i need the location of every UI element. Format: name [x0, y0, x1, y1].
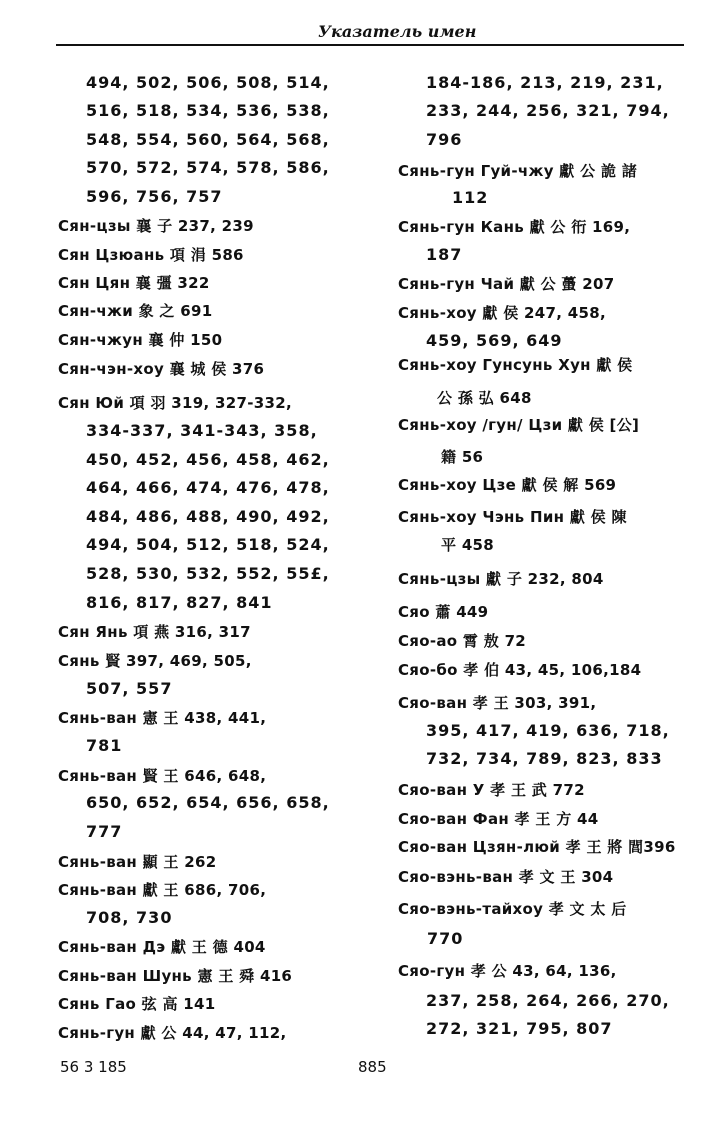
right_column-entry-line: 184-186, 213, 219, 231,: [426, 73, 664, 92]
left_column-entry-line: 650, 652, 654, 656, 658,: [86, 793, 330, 812]
right_column-entry-line: 233, 244, 256, 321, 794,: [426, 101, 670, 120]
right_column-entry-line: Сяо-вэнь-тайхоу 孝 文 太 后: [398, 900, 627, 918]
right_column-entry-line: Сянь-хоу Гунсунь Хун 獻 侯: [398, 356, 633, 374]
left_column-entry-line: 708, 730: [86, 908, 173, 927]
right_column-entry-line: 272, 321, 795, 807: [426, 1019, 613, 1038]
left_column-entry-line: Сянь 賢 397, 469, 505,: [58, 652, 252, 670]
left_column-entry-line: 570, 572, 574, 578, 586,: [86, 158, 330, 177]
left_column-entry-line: 516, 518, 534, 536, 538,: [86, 101, 330, 120]
left_column-entry-line: 781: [86, 736, 123, 755]
right_column-entry-line: 平 458: [441, 536, 495, 554]
right_column-entry-line: 732, 734, 789, 823, 833: [426, 749, 663, 768]
right_column-entry-line: 籍 56: [441, 448, 484, 466]
right_column-entry-line: Сянь-гун Чай 獻 公 蠆 207: [398, 275, 615, 293]
right_column-entry-line: Сяо-гун 孝 公 43, 64, 136,: [398, 962, 617, 980]
left_column-entry-line: 494, 504, 512, 518, 524,: [86, 535, 330, 554]
footer-code: 56 3 185: [60, 1058, 127, 1076]
right_column-entry-line: Сянь-гун Гуй-чжу 獻 公 詭 諸: [398, 162, 638, 180]
left_column-entry-line: 464, 466, 474, 476, 478,: [86, 478, 330, 497]
right_column-entry-line: 459, 569, 649: [426, 331, 563, 350]
left_column-entry-line: Сянь-ван Дэ 獻 王 德 404: [58, 938, 266, 956]
right_column-entry-line: Сяо-ван 孝 王 303, 391,: [398, 694, 597, 712]
right_column-entry-line: Сяо 蕭 449: [398, 603, 489, 621]
left_column-entry-line: 450, 452, 456, 458, 462,: [86, 450, 330, 469]
right_column-entry-line: 公 孫 弘 648: [437, 389, 532, 407]
left_column-entry-line: 494, 502, 506, 508, 514,: [86, 73, 330, 92]
left_column-entry-line: 528, 530, 532, 552, 55£,: [86, 564, 330, 583]
left_column-entry-line: Сян Юй 項 羽 319, 327-332,: [58, 394, 292, 412]
right_column-entry-line: Сянь-хоу 獻 侯 247, 458,: [398, 304, 606, 322]
left_column-entry-line: Сян-цзы 襄 子 237, 239: [58, 217, 254, 235]
left_column-entry-line: Сянь-ван 獻 王 686, 706,: [58, 881, 267, 899]
left_column-entry-line: Сянь-гун 獻 公 44, 47, 112,: [58, 1024, 287, 1042]
left_column-entry-line: 548, 554, 560, 564, 568,: [86, 130, 330, 149]
left_column-entry-line: Сян-чэн-хоу 襄 城 侯 376: [58, 360, 265, 378]
right_column-entry-line: Сянь-хоу Цзе 獻 侯 解 569: [398, 476, 617, 494]
left_column-entry-line: 777: [86, 822, 123, 841]
left_column-entry-line: 816, 817, 827, 841: [86, 593, 273, 612]
left_column-entry-line: 507, 557: [86, 679, 173, 698]
right_column-entry-line: Сянь-хоу Чэнь Пин 獻 侯 陳: [398, 508, 627, 526]
left_column-entry-line: 334-337, 341-343, 358,: [86, 421, 318, 440]
left_column-entry-line: Сян Цян 襄 彊 322: [58, 274, 210, 292]
right_column-entry-line: 187: [426, 245, 463, 264]
right_column-entry-line: Сяо-вэнь-ван 孝 文 王 304: [398, 868, 614, 886]
header-title: Указатель имен: [318, 22, 477, 41]
right_column-entry-line: 796: [426, 130, 463, 149]
left_column-entry-line: 484, 486, 488, 490, 492,: [86, 507, 330, 526]
right_column-entry-line: Сяо-ван Фан 孝 王 方 44: [398, 810, 599, 828]
right_column-entry-line: Сянь-гун Кань 獻 公 衎 169,: [398, 218, 631, 236]
left_column-entry-line: Сян-чжи 象 之 691: [58, 302, 213, 320]
header-rule: [56, 44, 684, 46]
left_column-entry-line: Сян Цзюань 項 涓 586: [58, 246, 244, 264]
page-number: 885: [358, 1058, 387, 1076]
right_column-entry-line: 237, 258, 264, 266, 270,: [426, 991, 670, 1010]
left_column-entry-line: Сянь-ван 賢 王 646, 648,: [58, 767, 267, 785]
left_column-entry-line: Сянь-ван 憲 王 438, 441,: [58, 709, 267, 727]
left_column-entry-line: Сян Янь 項 燕 316, 317: [58, 623, 251, 641]
left_column-entry-line: Сянь-ван 顯 王 262: [58, 853, 217, 871]
left_column-entry-line: Сян-чжун 襄 仲 150: [58, 331, 223, 349]
right_column-entry-line: 395, 417, 419, 636, 718,: [426, 721, 670, 740]
right_column-entry-line: Сяо-ван У 孝 王 武 772: [398, 781, 585, 799]
right_column-entry-line: Сянь-хоу /гун/ Цзи 獻 侯 [公]: [398, 416, 640, 434]
right_column-entry-line: 112: [452, 188, 489, 207]
right_column-entry-line: 770: [427, 929, 464, 948]
left_column-entry-line: Сянь-ван Шунь 憲 王 舜 416: [58, 967, 293, 985]
right_column-entry-line: Сяо-ао 霄 敖 72: [398, 632, 527, 650]
right_column-entry-line: Сяо-ван Цзян-люй 孝 王 將 閭396: [398, 838, 676, 856]
right_column-entry-line: Сяо-бо 孝 伯 43, 45, 106,184: [398, 661, 642, 679]
right_column-entry-line: Сянь-цзы 獻 子 232, 804: [398, 570, 604, 588]
left_column-entry-line: Сянь Гао 弦 高 141: [58, 995, 216, 1013]
left_column-entry-line: 596, 756, 757: [86, 187, 223, 206]
